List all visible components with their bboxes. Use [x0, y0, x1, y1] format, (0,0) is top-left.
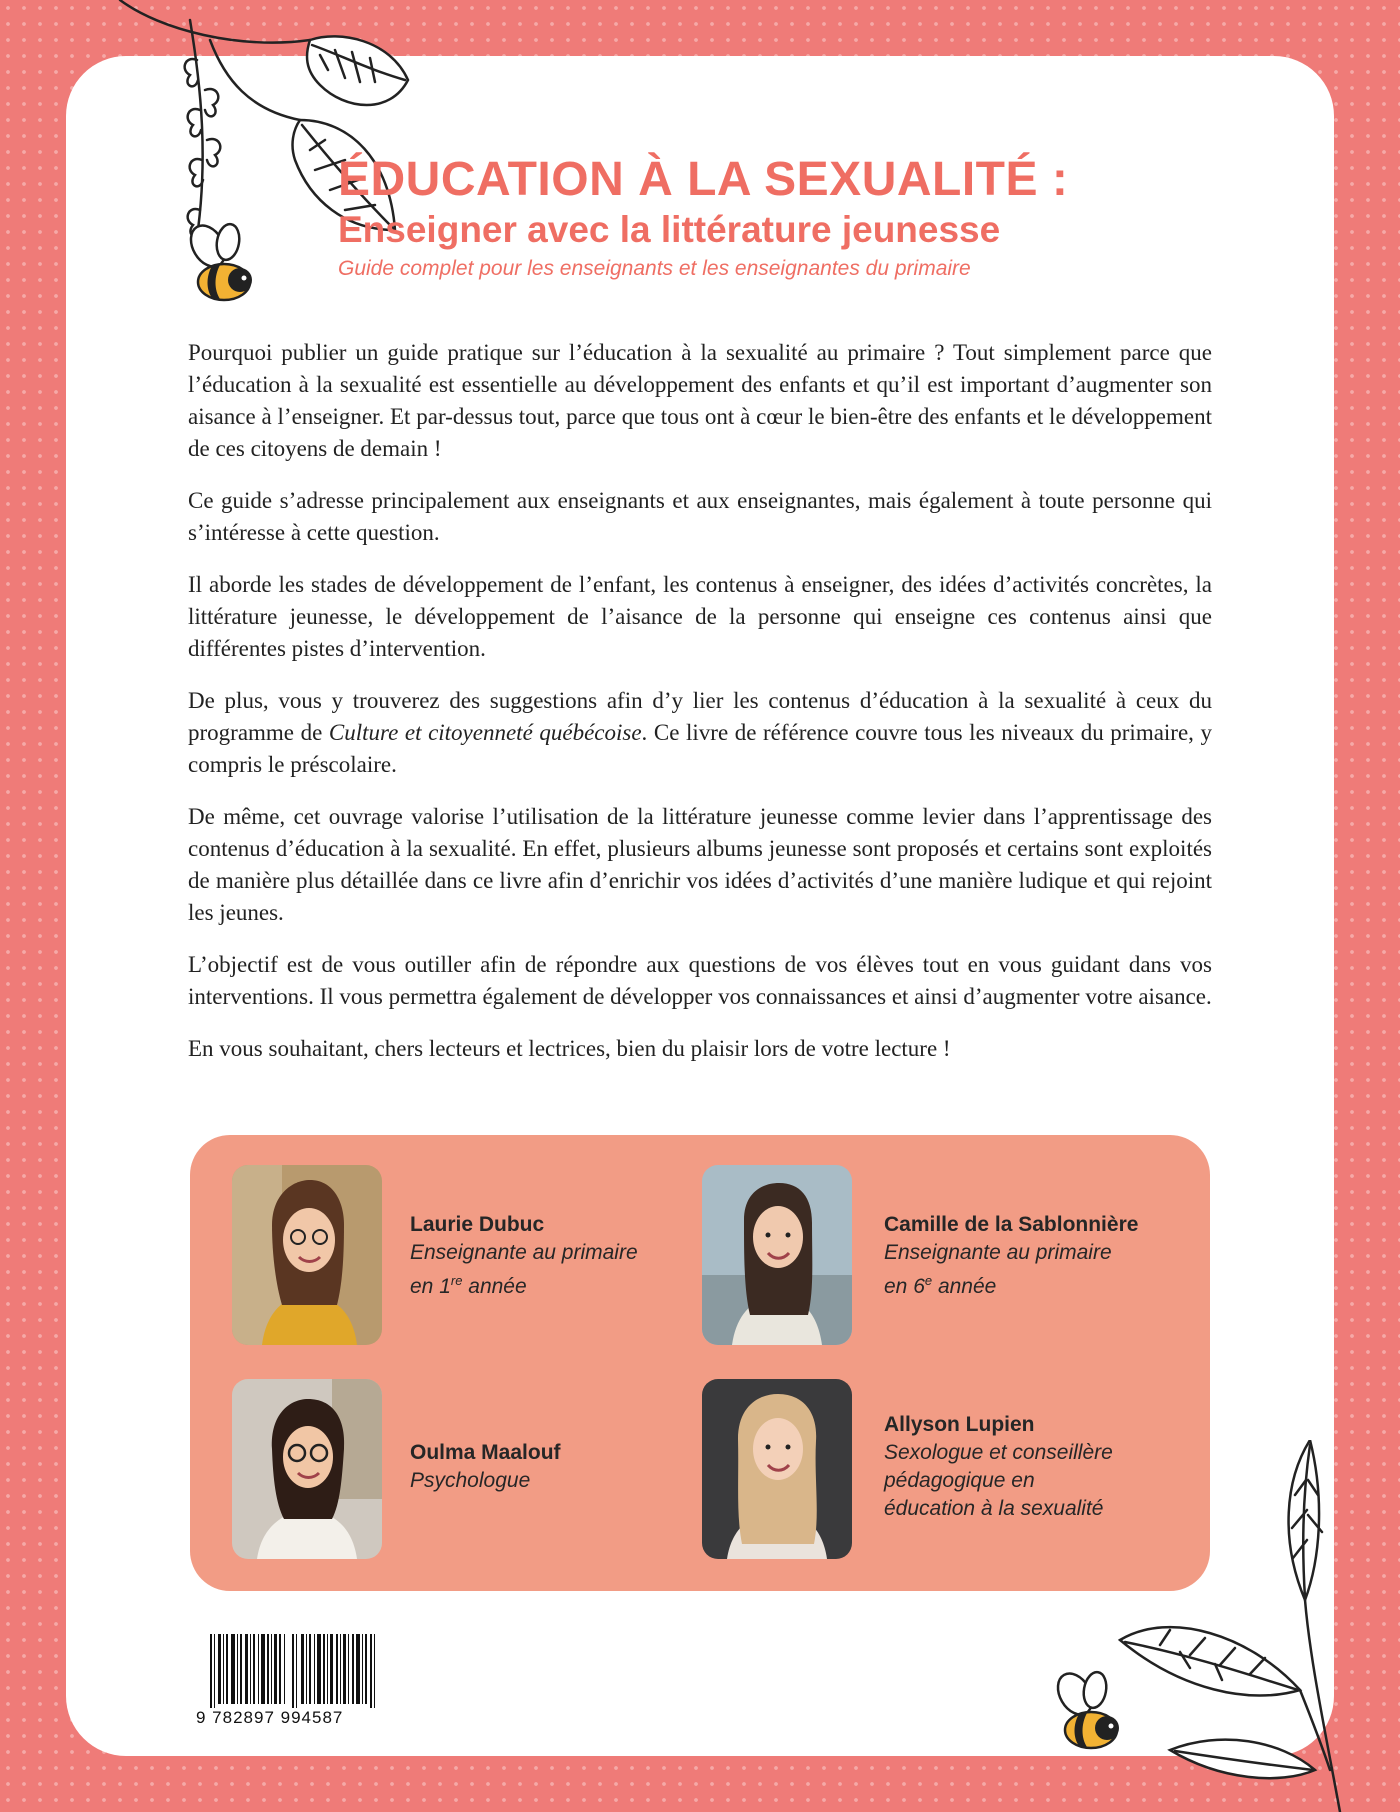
bee-icon [1055, 1668, 1133, 1758]
authors-panel [190, 1135, 1210, 1591]
paragraph: L’objectif est de vous outiller afin de répondre aux questions de vos élèves tout en vous guidant dans vos interventions. Il vous permettra également de développer vos connaissances et ainsi d’augmenter votre aisance. [188, 952, 1212, 1009]
author-name: Allyson Lupien [884, 1413, 1035, 1436]
author-name: Oulma Maalouf [410, 1441, 561, 1464]
author-photo [232, 1165, 382, 1345]
isbn-digits: 9 782897 994587 [196, 1708, 344, 1727]
page-tagline: Guide complet pour les enseignants et les enseignantes du primaire [338, 257, 971, 280]
author-photo [702, 1379, 852, 1559]
paragraph-text: . Ce livre de référence couvre tous les niveaux du primaire, y compris le préscolaire. [188, 720, 1213, 777]
paragraph: Il aborde les stades de développement de l’enfant, les contenus à enseigner, des idées d’activités concrètes, la littérature jeunesse, le développement de l’aisance de la personne qui enseigne ces contenus ainsi que différentes pistes d’intervention. [188, 572, 1212, 661]
paragraph [188, 685, 1212, 781]
author-name: Laurie Dubuc [410, 1213, 545, 1236]
program-title: Culture et citoyenneté québécoise [328, 720, 642, 745]
author-role: pédagogique en [884, 1469, 1035, 1492]
author-role: Sexologue et conseillère [884, 1441, 1113, 1464]
author-role: Psychologue [410, 1469, 531, 1492]
author-role: Enseignante au primaire [884, 1241, 1112, 1264]
author-name: Camille de la Sablonnière [884, 1213, 1139, 1236]
leaf-branch-icon [1110, 1440, 1400, 1812]
author-role: en 6e année [884, 1273, 997, 1298]
paragraph: De même, cet ouvrage valorise l’utilisation de la littérature jeunesse comme levier dans l’apprentissage des contenus d’éducation à la sexualité. En effet, plusieurs albums jeunesse sont proposés et certains sont exploités de manière plus détaillée dans ce livre afin d’enrichir vos idées d’activités d’une manière ludique et qui rejoint les jeunes. [188, 804, 1212, 925]
author-role: éducation à la sexualité [884, 1497, 1104, 1520]
bee-icon [188, 220, 266, 310]
author-role: Enseignante au primaire [410, 1241, 638, 1264]
paragraph: En vous souhaitant, chers lecteurs et lectrices, bien du plaisir lors de votre lecture ! [188, 1036, 951, 1061]
author-photo [232, 1379, 382, 1559]
body-text [188, 337, 1212, 1085]
paragraph-text: De plus, vous y trouverez des suggestions afin d’y lier les contenus d’éducation à la sexualité à ceux du programme de [188, 688, 1212, 745]
author-role: en 1re année [410, 1273, 527, 1298]
paragraph: Ce guide s’adresse principalement aux enseignants et aux enseignantes, mais également à toute personne qui s’intéresse à cette question. [188, 488, 1212, 545]
page-title: ÉDUCATION À LA SEXUALITÉ : [338, 153, 1069, 206]
author-photo [702, 1165, 852, 1345]
paragraph: Pourquoi publier un guide pratique sur l’éducation à la sexualité au primaire ? Tout simplement parce que l’éducation à la sexualité est essentielle au développement des enfants et qu’il est important d’augmenter son aisance à l’enseigner. Et par-dessus tout, parce que tous ont à cœur le bien-être des enfants et le développement de ces citoyens de demain ! [188, 340, 1212, 461]
page-subtitle: Enseigner avec la littérature jeunesse [338, 209, 1001, 250]
